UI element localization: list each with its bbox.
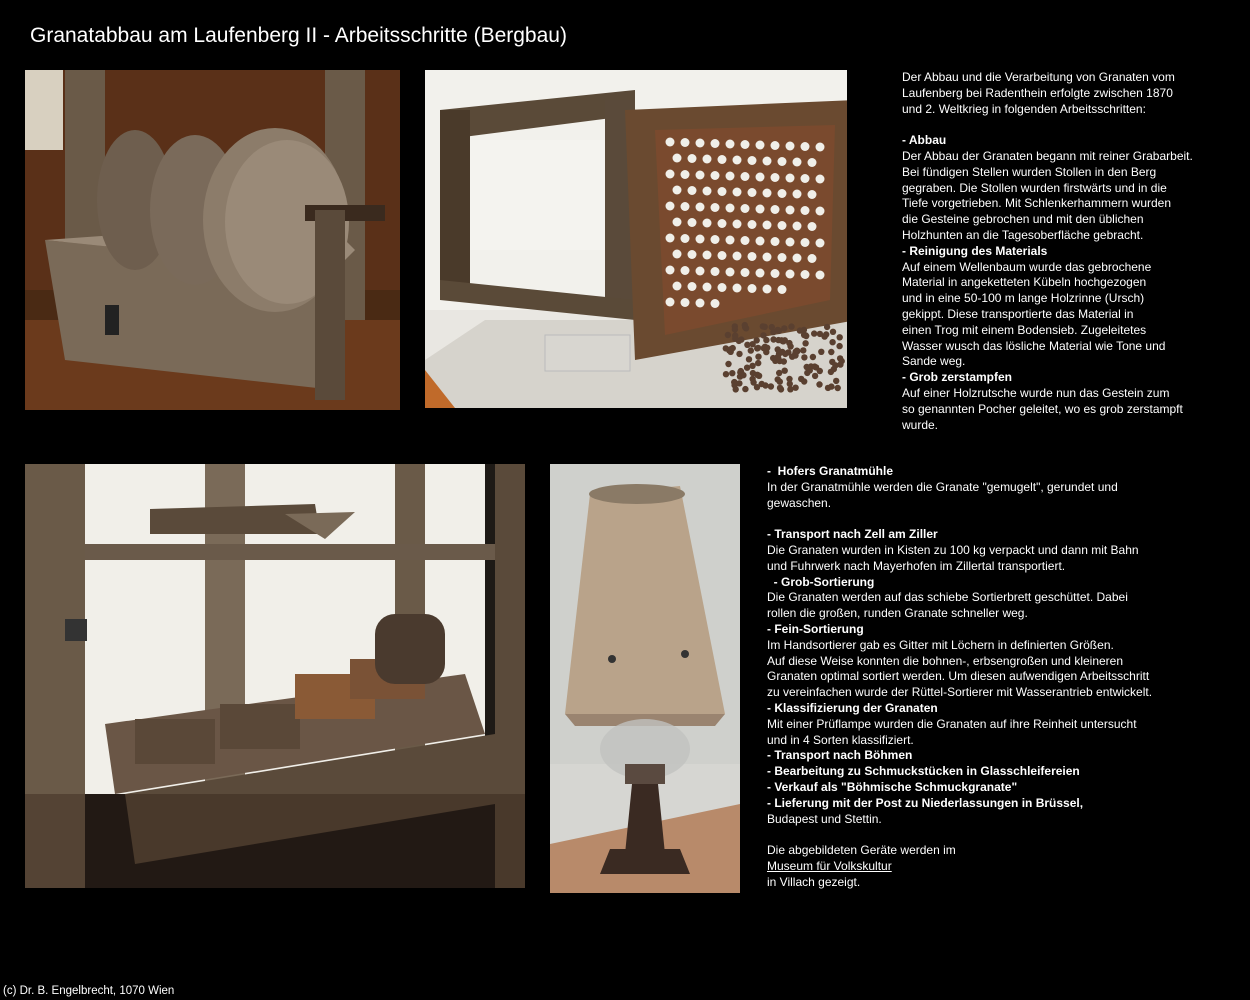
museum-link[interactable]: Museum für Volkskultur <box>767 858 892 873</box>
body-line: Wasser wusch das lösliche Material wie Tone und <box>902 338 1166 353</box>
blank-line <box>767 827 1227 843</box>
body-line: In der Granatmühle werden die Granate "gemugelt", gerundet und <box>767 479 1118 494</box>
body-line: Budapest und Stettin. <box>767 811 882 826</box>
body-line: und in 4 Sorten klassifiziert. <box>767 732 914 747</box>
body-line: in Villach gezeigt. <box>767 874 861 889</box>
body-line: zu vereinfachen wurde der Rüttel-Sortierer mit Wasserantrieb entwickelt. <box>767 685 1153 700</box>
body-line: einen Trog mit einem Bodensieb. Zugeleitetes <box>902 322 1147 337</box>
body-line: Sande weg. <box>902 354 966 369</box>
heading-grob-sortierung: - Grob-Sortierung <box>767 574 875 589</box>
body-line: Auf einer Holzrutsche wurde nun das Gestein zum <box>902 385 1170 400</box>
heading-fein-sortierung: - Fein-Sortierung <box>767 621 864 636</box>
body-line: die Gesteine gebrochen und mit den üblichen <box>902 212 1144 227</box>
body-line: Auf diese Weise konnten die bohnen-, erbsengroßen und kleineren <box>767 653 1124 668</box>
body-line: so genannten Pocher geleitet, wo es grob zerstampft <box>902 401 1183 416</box>
footer-credit: (c) Dr. B. Engelbrecht, 1070 Wien <box>3 985 175 997</box>
body-line: Material in angeketteten Kübeln hochgezogen <box>902 275 1147 290</box>
photo-prueflampe[interactable] <box>550 464 740 893</box>
heading-klassifizierung: - Klassifizierung der Granaten <box>767 700 938 715</box>
blank-line <box>767 511 1227 527</box>
photo-ruettelsortierer[interactable] <box>25 464 525 888</box>
body-line: gewaschen. <box>767 495 832 510</box>
photo-sortierkasten[interactable] <box>425 70 847 408</box>
heading-verkauf: - Verkauf als "Böhmische Schmuckgranate" <box>767 779 1018 794</box>
heading-lieferung: - Lieferung mit der Post zu Niederlassungen in Brüssel, <box>767 795 1084 810</box>
text-arbeitsschritte-1 <box>902 70 1232 433</box>
intro-line: Laufenberg bei Radenthein erfolgte zwischen 1870 <box>902 85 1173 100</box>
intro-line: und 2. Weltkrieg in folgenden Arbeitsschritten: <box>902 101 1146 116</box>
body-line: Auf einem Wellenbaum wurde das gebrochene <box>902 259 1152 274</box>
heading-transport-boehmen: - Transport nach Böhmen <box>767 748 913 763</box>
body-line: Granaten optimal sortiert werden. Um diesen aufwendigen Arbeitsschritt <box>767 669 1150 684</box>
heading-abbau: - Abbau <box>902 133 947 148</box>
heading-grob-zerstampfen: - Grob zerstampfen <box>902 370 1013 385</box>
granatmuehle-image <box>25 70 400 410</box>
prueflampe-image <box>550 464 740 893</box>
ruettelsortierer-image <box>25 464 525 888</box>
blank-line <box>902 117 1232 133</box>
body-line: wurde. <box>902 417 939 432</box>
sortierkasten-image <box>425 70 847 408</box>
body-line: gekippt. Diese transportierte das Material in <box>902 306 1134 321</box>
body-line: Die Granaten wurden in Kisten zu 100 kg verpackt und dann mit Bahn <box>767 542 1139 557</box>
intro-line: Der Abbau und die Verarbeitung von Granaten vom <box>902 70 1175 84</box>
text-arbeitsschritte-2 <box>767 464 1227 891</box>
body-line: Die Granaten werden auf das schiebe Sortierbrett geschüttet. Dabei <box>767 590 1128 605</box>
body-line: Bei fündigen Stellen wurden Stollen in den Berg <box>902 164 1157 179</box>
body-line: und in eine 50-100 m lange Holzrinne (Ursch) <box>902 291 1145 306</box>
heading-reinigung: - Reinigung des Materials <box>902 243 1048 258</box>
body-line: rollen die großen, runden Granate schneller weg. <box>767 606 1028 621</box>
body-line: Mit einer Prüflampe wurden die Granaten auf ihre Reinheit untersucht <box>767 716 1137 731</box>
body-line: Tiefe vorgetrieben. Mit Schlenkerhammern wurden <box>902 196 1172 211</box>
body-line: Im Handsortierer gab es Gitter mit Löchern in definierten Größen. <box>767 637 1114 652</box>
page-title: Granatabbau am Laufenberg II - Arbeitsschritte (Bergbau) <box>30 24 567 47</box>
body-line: und Fuhrwerk nach Mayerhofen im Zillertal transportiert. <box>767 558 1066 573</box>
body-line: gegraben. Die Stollen wurden firstwärts und in die <box>902 180 1167 195</box>
heading-granatmuehle: - Hofers Granatmühle <box>767 464 894 478</box>
heading-bearbeitung: - Bearbeitung zu Schmuckstücken in Glasschleifereien <box>767 764 1080 779</box>
body-line: Der Abbau der Granaten begann mit reiner Grabarbeit. <box>902 148 1193 163</box>
heading-transport-zell: - Transport nach Zell am Ziller <box>767 527 938 542</box>
body-line: Die abgebildeten Geräte werden im <box>767 843 956 858</box>
photo-granatmuehle[interactable] <box>25 70 400 410</box>
body-line: Holzhunten an die Tagesoberfläche gebracht. <box>902 227 1144 242</box>
